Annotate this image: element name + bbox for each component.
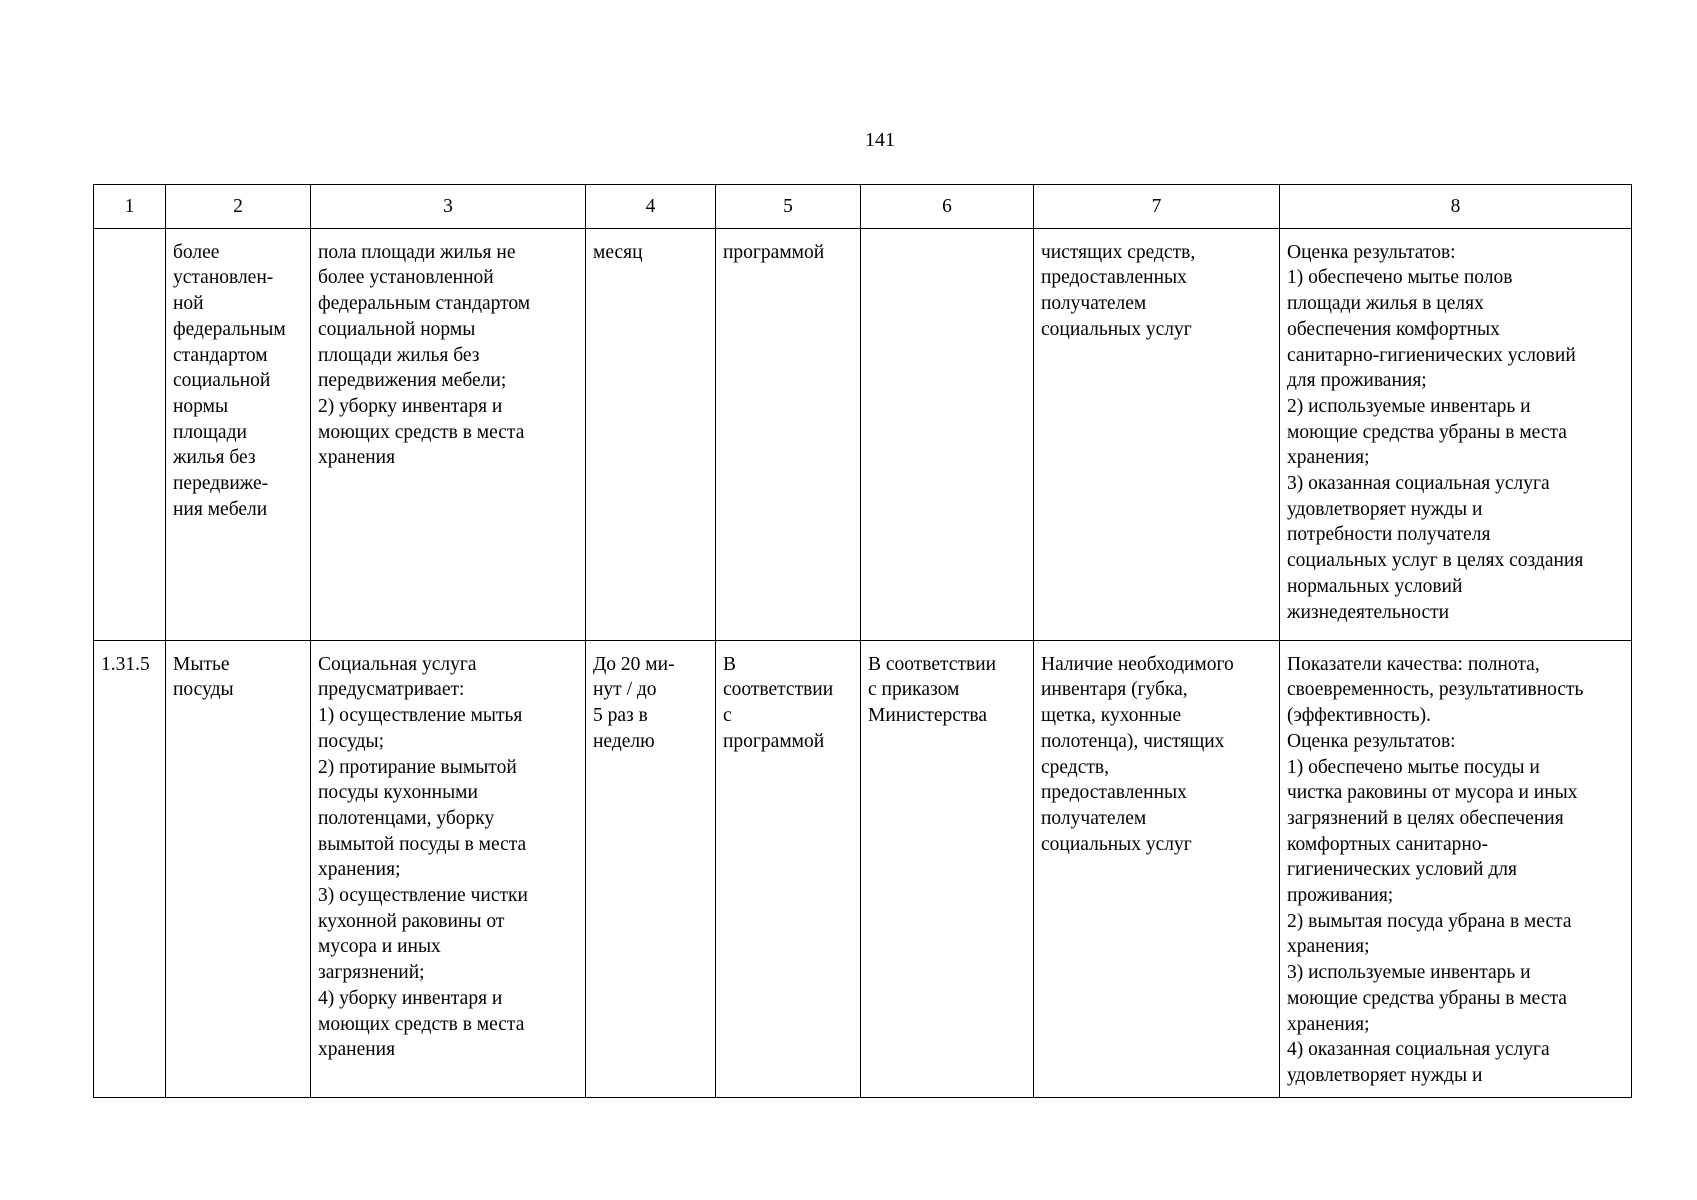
column-header-2: 2 (166, 185, 311, 229)
cell-text: чистящих средств, предоставленных получателем социальных услуг (1041, 241, 1196, 340)
cell-schedule (716, 640, 861, 1097)
table-row (94, 640, 1632, 1097)
cell-text: В соответствии с программой (723, 653, 834, 752)
cell-text: пола площади жилья не более установленной федеральным стандартом социальной нормы площади жилья без передвижения мебели; 2) уборку инвентаря и моющих средств в места хранения (318, 241, 531, 469)
cell-description (311, 640, 586, 1097)
cell-text: месяц (593, 241, 643, 263)
cell-description (311, 228, 586, 640)
cell-quality (1280, 228, 1632, 640)
cell-number (94, 228, 166, 640)
column-header-3: 3 (311, 185, 586, 229)
cell-duration (586, 228, 716, 640)
cell-text: Наличие необходимого инвентаря (губка, щетка, кухонные полотенца), чистящих средств, предоставленных получателем социальных услуг (1041, 653, 1234, 855)
cell-conditions (1034, 640, 1280, 1097)
table-row (94, 228, 1632, 640)
cell-basis (861, 640, 1034, 1097)
column-header-6: 6 (861, 185, 1034, 229)
column-header-5: 5 (716, 185, 861, 229)
cell-service-name (166, 640, 311, 1097)
cell-text: программой (723, 241, 825, 263)
page-number: 141 (865, 129, 895, 151)
cell-text: Оценка результатов: 1) обеспечено мытье полов площади жилья в целях обеспечения комфортных санитарно-гигиенических условий для проживания; 2) используемые инвентарь и моющие средства убраны в места хранения; 3) оказанная социальная услуга удовлетворяет нужды и потребности получателя социальных услуг в целях создания нормальных условий жизнедеятельности (1287, 241, 1584, 623)
cell-service-name (166, 228, 311, 640)
cell-duration (586, 640, 716, 1097)
column-header-8: 8 (1280, 185, 1632, 229)
column-header-7: 7 (1034, 185, 1280, 229)
column-header-4: 4 (586, 185, 716, 229)
cell-text: В соответствии с приказом Министерства (868, 653, 997, 727)
cell-quality (1280, 640, 1632, 1097)
column-header-1: 1 (94, 185, 166, 229)
cell-text: Мытье посуды (173, 653, 234, 701)
cell-schedule (716, 228, 861, 640)
cell-number (94, 640, 166, 1097)
cell-text: 1.31.5 (101, 653, 150, 675)
cell-conditions (1034, 228, 1280, 640)
services-table (93, 184, 1632, 1098)
cell-text: Показатели качества: полнота, своевременность, результативность (эффективность). Оценка результатов: 1) обеспечено мытье посуды и чистка раковины от мусора и иных загрязнений в целях обеспечения комфортных санитарно- гигиенических условий для проживания; 2) вымытая посуда убрана в места хранения; 3) используемые инвентарь и моющие средства убраны в места хранения; 4) оказанная социальная услуга удовлетворяет нужды и (1287, 653, 1584, 1086)
cell-text: Социальная услуга предусматривает: 1) осуществление мытья посуды; 2) протирание вымытой посуды кухонными полотенцами, уборку вымытой посуды в места хранения; 3) осуществление чистки кухонной раковины от мусора и иных загрязнений; 4) уборку инвентаря и моющих средств в места хранения (318, 653, 528, 1061)
header-row (94, 185, 1632, 229)
cell-text: более установлен- ной федеральным стандартом социальной нормы площади жилья без передвиже- ния мебели (173, 241, 286, 520)
cell-basis (861, 228, 1034, 640)
cell-text: До 20 ми- нут / до 5 раз в неделю (593, 653, 675, 752)
